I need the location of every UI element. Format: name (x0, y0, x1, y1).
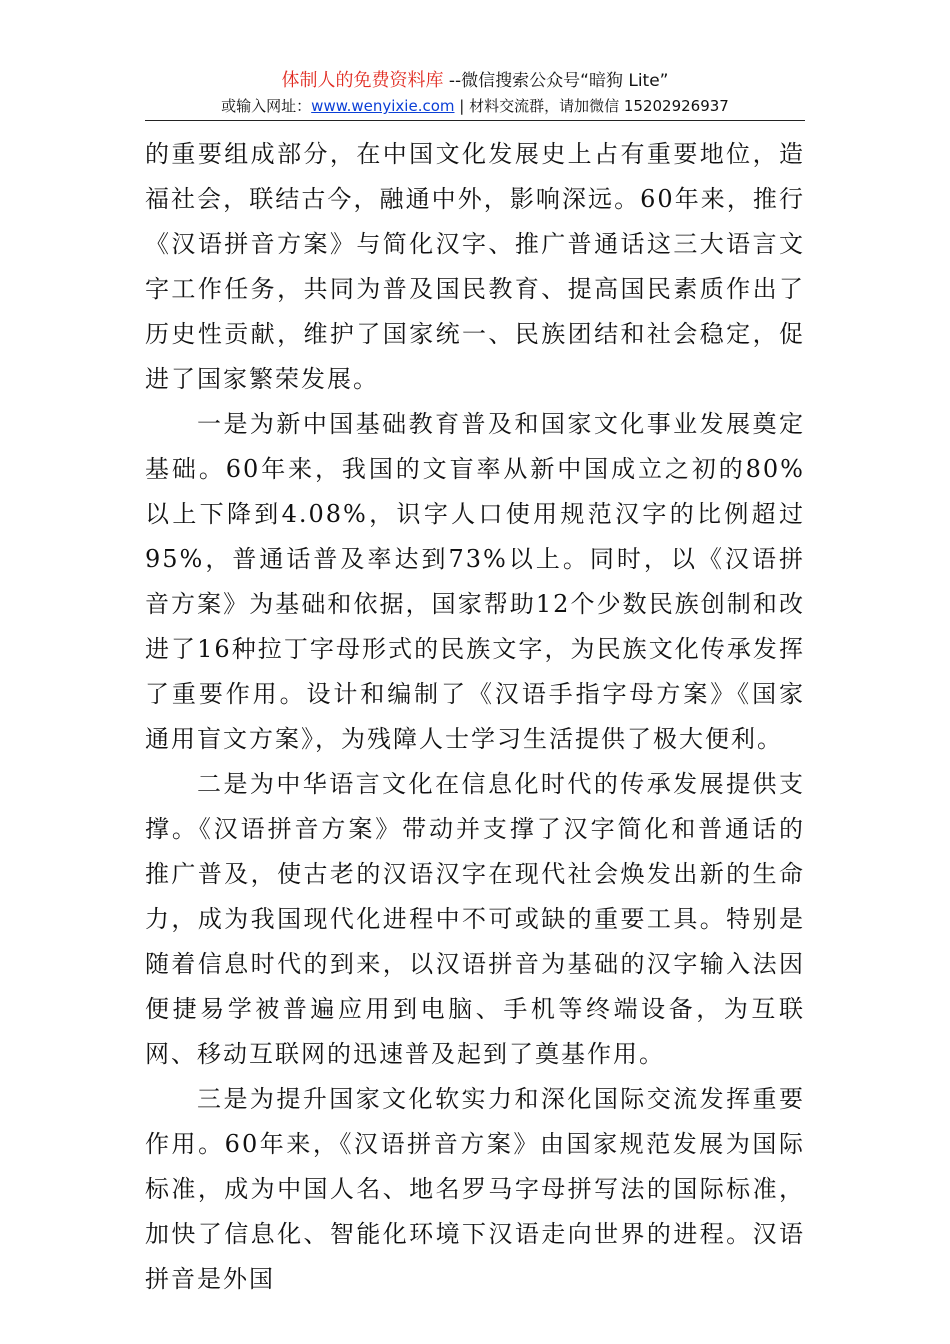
header-tagline: --微信搜索公众号“暗狗 Lite” (443, 71, 669, 91)
page-header (145, 68, 805, 118)
header-contact: | 材料交流群，请加微信 15202926937 (454, 97, 729, 115)
paragraph-point-one: 一是为新中国基础教育普及和国家文化事业发展奠定基础。60年来，我国的文盲率从新中国成立之初的80%以上下降到4.08%，识字人口使用规范汉字的比例超过95%，普通话普及率达到73%以上。同时，以《汉语拼音方案》为基础和依据，国家帮助12个少数民族创制和改进了16种拉丁字母形式的民族文字，为民族文化传承发挥了重要作用。设计和编制了《汉语手指字母方案》《国家通用盲文方案》，为残障人士学习生活提供了极大便利。 (145, 410, 805, 753)
header-title-line (145, 68, 805, 94)
header-divider (145, 120, 805, 121)
header-brand-link[interactable]: 体制人的免费资料库 (281, 70, 444, 91)
paragraph-point-two: 二是为中华语言文化在信息化时代的传承发展提供支撑。《汉语拼音方案》带动并支撑了汉字简化和普通话的推广普及，使古老的汉语汉字在现代社会焕发出新的生命力，成为我国现代化进程中不可或缺的重要工具。特别是随着信息时代的到来，以汉语拼音为基础的汉字输入法因便捷易学被普遍应用到电脑、手机等终端设备，为互联网、移动互联网的迅速普及起到了奠基作用。 (145, 770, 805, 1068)
header-url-link[interactable]: www.wenyixie.com (311, 97, 455, 115)
document-body (145, 132, 805, 1302)
header-contact-line (145, 94, 805, 118)
header-url-prefix: 或输入网址： (221, 97, 312, 115)
paragraph-continuation: 的重要组成部分，在中国文化发展史上占有重要地位，造福社会，联结古今，融通中外，影响深远。60年来，推行《汉语拼音方案》与简化汉字、推广普通话这三大语言文字工作任务，共同为普及国民教育、提高国民素质作出了历史性贡献，维护了国家统一、民族团结和社会稳定，促进了国家繁荣发展。 (145, 140, 805, 393)
paragraph-point-three: 三是为提升国家文化软实力和深化国际交流发挥重要作用。60年来，《汉语拼音方案》由国家规范发展为国际标准，成为中国人名、地名罗马字母拼写法的国际标准，加快了信息化、智能化环境下汉语走向世界的进程。汉语拼音是外国 (145, 1085, 805, 1293)
